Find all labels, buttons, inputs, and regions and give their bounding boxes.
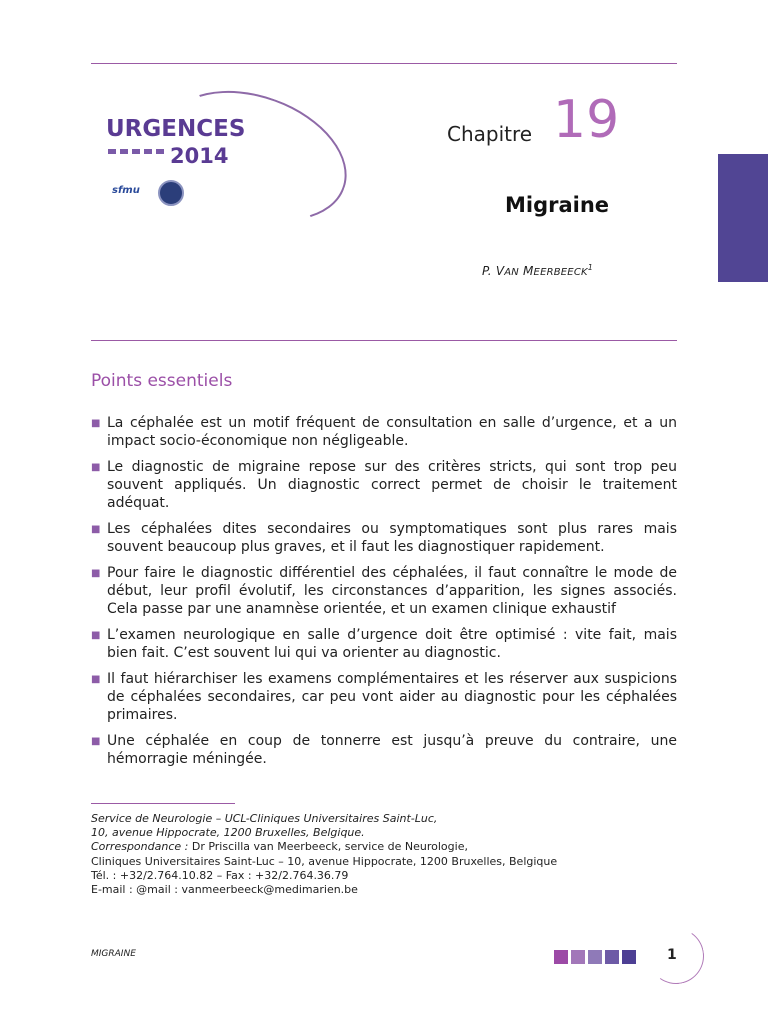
logo-word-urgences: URGENCES — [106, 116, 246, 142]
footnote — [91, 812, 691, 897]
essential-points-list — [91, 414, 677, 776]
seal-icon — [158, 180, 184, 206]
footnote-phone: Tél. : +32/2.764.10.82 – Fax : +32/2.764.36.79 — [91, 868, 349, 882]
urgences-2014-logo — [100, 92, 270, 217]
footer-square — [588, 950, 602, 964]
list-item: ■ Il faut hiérarchiser les examens complémentaires et les réserver aux suspicions de céphalées secondaires, car peu vont aider au diagnostic pour les céphalées primaires. — [91, 671, 677, 723]
footer-square — [605, 950, 619, 964]
footnote-email[interactable]: E-mail : @mail : vanmeerbeeck@medimarien.be — [91, 883, 358, 897]
square-bullet-icon: ■ — [91, 674, 101, 685]
logo-sfmu: sfmu — [112, 185, 140, 196]
footnote-rule — [91, 803, 235, 804]
footer-square — [622, 950, 636, 964]
section-rule — [91, 340, 677, 341]
page-number: 1 — [667, 947, 677, 963]
footnote-affiliation: Service de Neurologie – UCL-Cliniques Universitaires Saint-Luc, — [91, 812, 438, 825]
footer-squares — [554, 950, 636, 964]
chapter-title: Migraine — [505, 193, 610, 217]
list-item: ■ Le diagnostic de migraine repose sur des critères stricts, qui sont trop peu souvent appliqués. Un diagnostic correct permet de choisir le traitement adéquat. — [91, 459, 677, 511]
square-bullet-icon: ■ — [91, 418, 101, 429]
square-bullet-icon: ■ — [91, 736, 101, 747]
footnote-address: 10, avenue Hippocrate, 1200 Bruxelles, Belgique. — [91, 826, 365, 840]
footer-square — [571, 950, 585, 964]
chapter-number: 19 — [553, 90, 620, 150]
top-rule — [91, 63, 677, 64]
list-item: ■ Les céphalées dites secondaires ou symptomatiques sont plus rares mais souvent beaucoup plus graves, et il faut les diagnostiquer rapidement. — [91, 521, 677, 555]
logo-year: 2014 — [170, 144, 229, 168]
list-item: ■ Une céphalée en coup de tonnerre est jusqu’à preuve du contraire, une hémorragie méningée. — [91, 733, 677, 767]
list-item: ■ Pour faire le diagnostic différentiel des céphalées, il faut connaître le mode de début, leur profil évolutif, les circonstances d’apparition, les signes associés. Cela passe par une anamnèse orientée, et un examen clinique exhaustif — [91, 565, 677, 617]
square-bullet-icon: ■ — [91, 630, 101, 641]
logo-dots — [108, 149, 164, 154]
chapter-label: Chapitre — [447, 122, 533, 146]
footer-running-title: MIGRAINE — [91, 949, 136, 959]
author: P. VAN MEERBEECK$^1$ — [482, 263, 594, 278]
footnote-correspondence: Correspondance : Dr Priscilla van Meerbeeck, service de Neurologie, — [91, 840, 468, 854]
footer-square — [554, 950, 568, 964]
square-bullet-icon: ■ — [91, 524, 101, 535]
side-tab — [718, 154, 768, 282]
list-item: ■ L’examen neurologique en salle d’urgence doit être optimisé : vite fait, mais bien fait. C’est souvent lui qui va orienter au diagnostic. — [91, 627, 677, 661]
list-item: ■ La céphalée est un motif fréquent de consultation en salle d’urgence, et a un impact socio-économique non négligeable. — [91, 415, 677, 449]
square-bullet-icon: ■ — [91, 568, 101, 579]
square-bullet-icon: ■ — [91, 462, 101, 473]
section-title: Points essentiels — [91, 371, 233, 391]
footnote-correspondence-address: Cliniques Universitaires Saint-Luc – 10, avenue Hippocrate, 1200 Bruxelles, Belgique — [91, 854, 558, 868]
